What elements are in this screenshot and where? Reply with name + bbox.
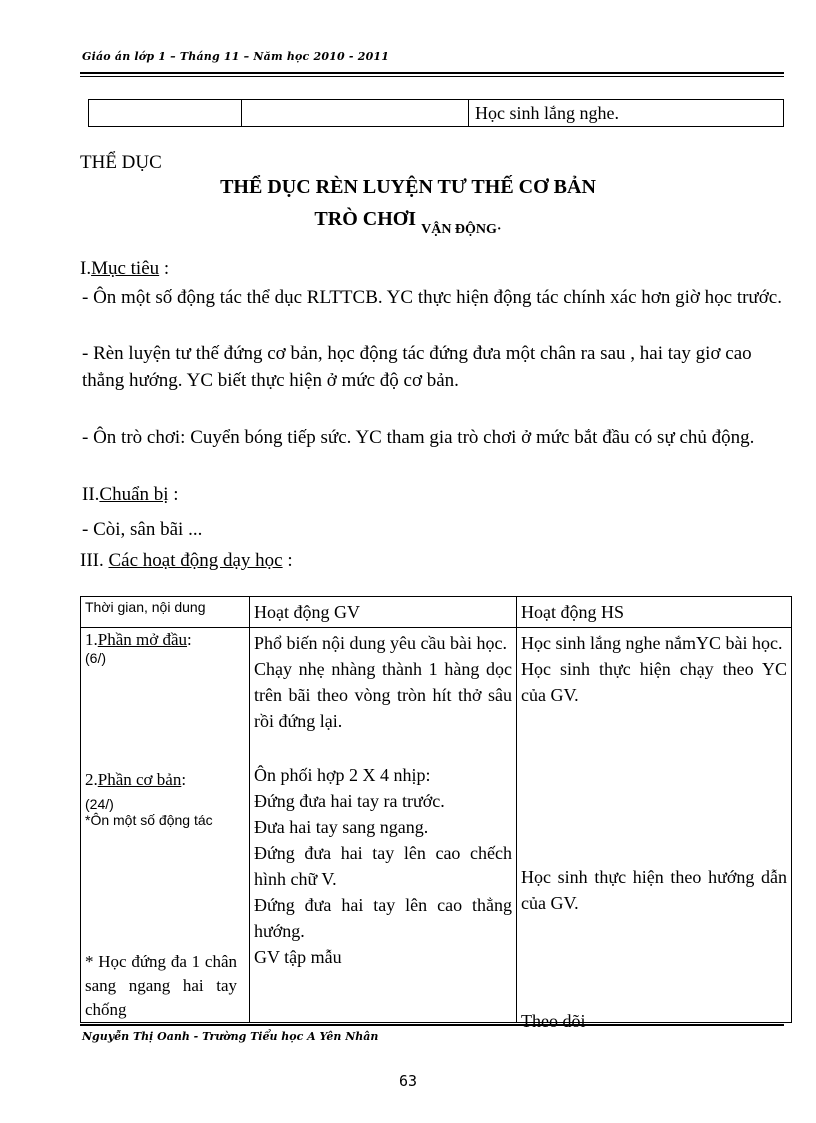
section-prep-heading	[82, 484, 179, 506]
part-colon: :	[187, 630, 192, 649]
header-rule-thin	[80, 76, 784, 77]
section-suffix: :	[282, 550, 293, 571]
part1-heading	[85, 630, 245, 650]
hs-line-4: Theo dõi	[521, 1011, 586, 1031]
part-label: 1.	[85, 630, 98, 649]
page-footer: Nguyễn Thị Oanh - Trường Tiểu học A Yên Nhân	[82, 1030, 379, 1043]
section-heading: Mục tiêu	[91, 258, 160, 279]
part2-time: (24/)	[85, 796, 114, 812]
page-header: Giáo án lớp 1 – Tháng 11 – Năm học 2010 - 2011	[82, 50, 390, 63]
hs-line-3: Học sinh thực hiện theo hướng dẫn của GV.	[521, 867, 787, 913]
section-prefix: I.	[80, 258, 92, 279]
subject-label: THỂ DỤC	[80, 152, 162, 173]
objective-1: - Ôn một số động tác thể dục RLTTCB. YC thực hiện động tác chính xác hơn giờ học trước.	[82, 287, 782, 308]
carryover-cell-2	[242, 100, 469, 127]
section-heading: Chuẩn bị	[99, 484, 169, 505]
col-time-content	[81, 628, 250, 1023]
part1-time: (6/)	[85, 650, 106, 666]
carryover-table	[88, 99, 784, 127]
section-suffix: :	[159, 258, 170, 279]
lesson-title-line2	[0, 208, 816, 237]
header-student: Hoạt động HS	[517, 597, 792, 628]
section-prefix: III.	[80, 550, 109, 571]
gv-line-1: Phổ biến nội dung yêu cầu bài học.	[254, 633, 507, 653]
header-rule-thick	[80, 72, 784, 74]
lesson-title-line1: THỂ DỤC RÈN LUYỆN TƯ THẾ CƠ BẢN	[220, 176, 596, 198]
col-teacher-activity	[250, 628, 517, 1023]
section-objectives-heading	[80, 258, 169, 280]
objective-2: - Rèn luyện tư thế đứng cơ bản, học động tác đứng đưa một chân ra sau , hai tay giơ cao thẳng hướng. YC biết thực hiện ở mức độ cơ bản.	[82, 343, 752, 391]
gv-line-8: GV tập mẫu	[254, 947, 342, 967]
table-row	[81, 628, 792, 1023]
header-time-content: Thời gian, nội dung	[81, 597, 250, 628]
section-heading: Các hoạt động dạy học	[108, 550, 283, 571]
gv-line-4: Đứng đưa hai tay ra trước.	[254, 791, 445, 811]
carryover-cell-3: Học sinh lắng nghe.	[469, 100, 784, 127]
page-number: 63	[398, 1072, 418, 1090]
gv-line-3: Ôn phối hợp 2 X 4 nhịp:	[254, 765, 431, 785]
gv-line-5: Đưa hai tay sang ngang.	[254, 817, 429, 837]
gv-line-2: Chạy nhẹ nhàng thành 1 hàng dọc trên bãi theo vòng tròn hít thở sâu rồi đứng lại.	[254, 659, 512, 731]
objective-3: - Ôn trò chơi: Cuyển bóng tiếp sức. YC tham gia trò chơi ở mức bắt đầu có sự chủ động.	[82, 427, 755, 448]
part2-heading	[85, 770, 186, 790]
section-suffix: :	[168, 484, 179, 505]
carryover-cell-1	[89, 100, 242, 127]
section-activities-heading	[80, 550, 293, 572]
col-student-activity	[517, 628, 792, 1031]
gv-line-6: Đứng đưa hai tay lên cao chếch hình chữ V.	[254, 843, 512, 889]
part-label: 2.	[85, 770, 98, 789]
table-header-row	[81, 597, 792, 628]
header-teacher: Hoạt động GV	[250, 597, 517, 628]
part3-item: * Học đứng đa 1 chân sang ngang hai tay chống	[85, 952, 237, 1019]
hs-line-2: Học sinh thực hiện chạy theo YC của GV.	[521, 659, 787, 705]
part-colon: :	[181, 770, 187, 789]
table-row	[89, 100, 784, 127]
title-line2-sub: VẬN ĐỘNG·	[421, 222, 502, 237]
part-heading: Phần cơ bản	[97, 770, 182, 789]
section-prefix: II.	[82, 484, 100, 505]
part-heading: Phần mở đầu	[97, 630, 188, 649]
prep-item: - Còi, sân bãi ...	[82, 519, 203, 540]
hs-line-1: Học sinh lắng nghe nắmYC bài học.	[521, 633, 783, 653]
gv-line-7: Đứng đưa hai tay lên cao thẳng hướng.	[254, 895, 512, 941]
footer-rule	[80, 1024, 784, 1026]
activities-table	[80, 596, 792, 1031]
title-line2-main: TRÒ CHƠI	[314, 208, 417, 230]
part2-item: *Ôn một số động tác	[85, 812, 213, 828]
